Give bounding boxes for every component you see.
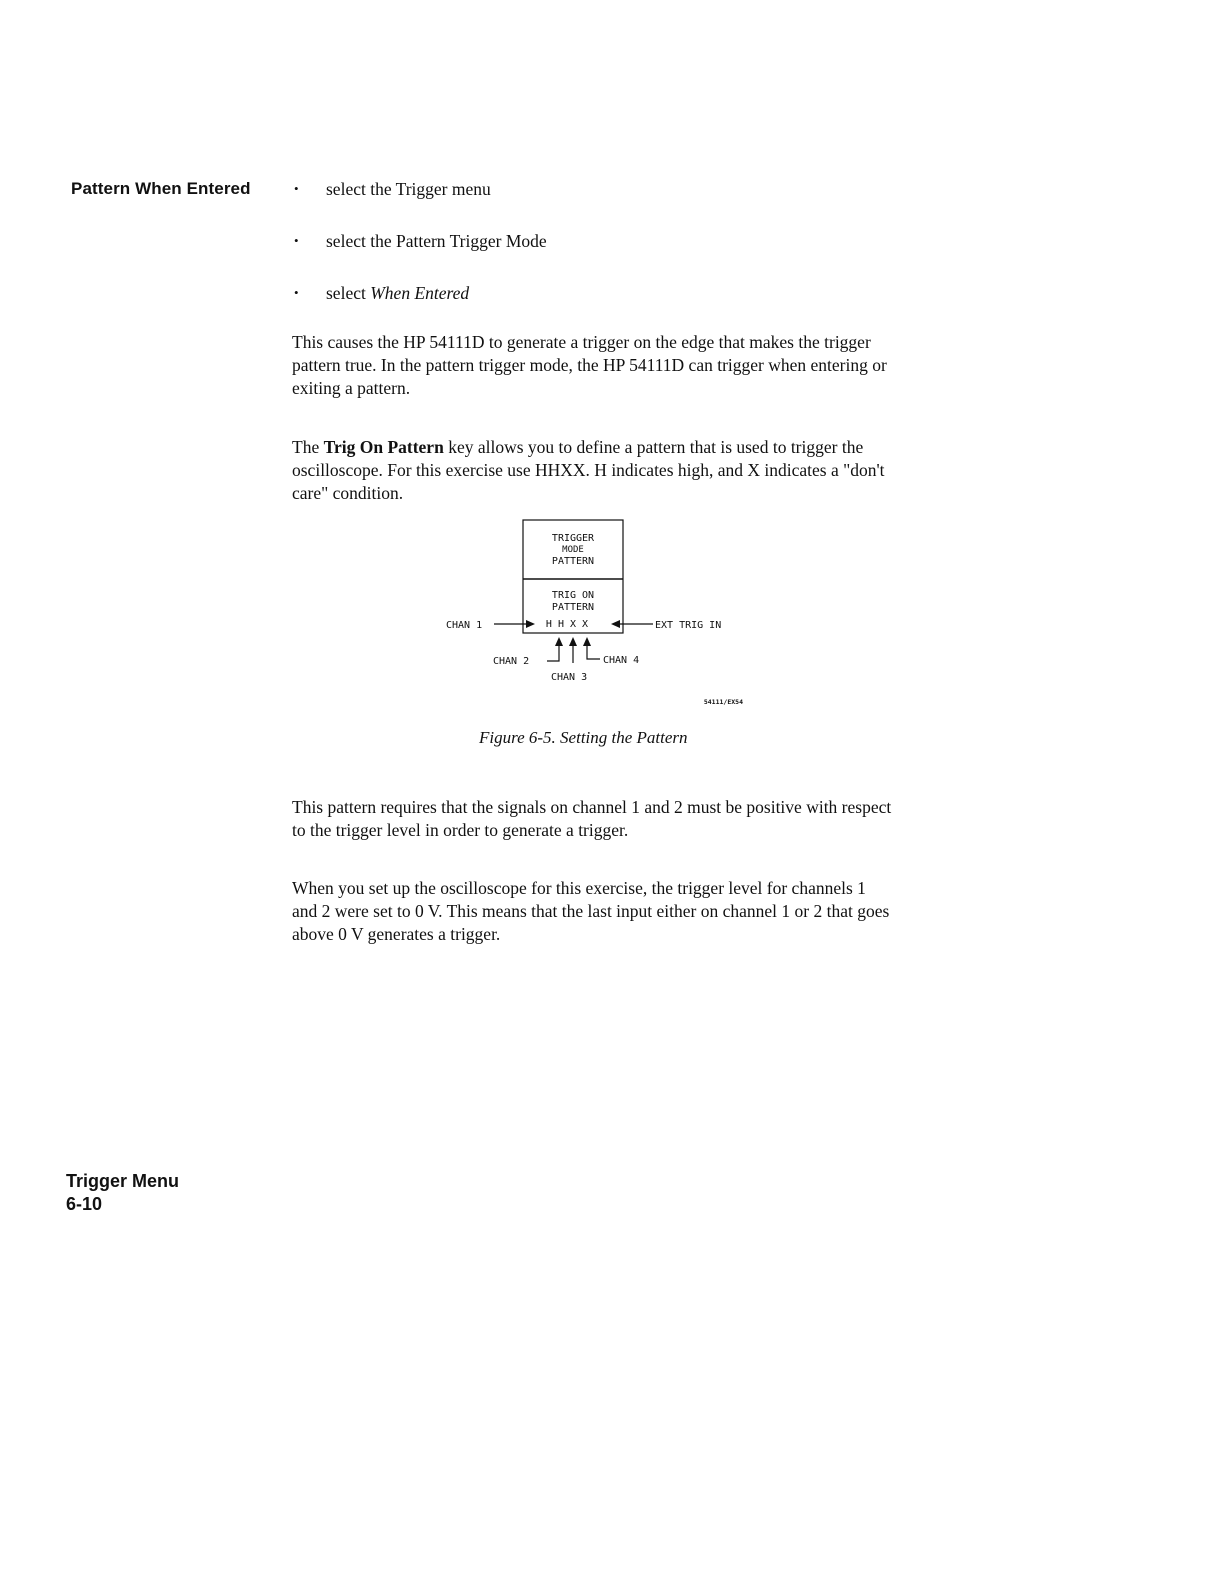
pattern-diagram	[440, 515, 760, 710]
chan-3-label: CHAN 3	[551, 672, 588, 683]
chan-2-label: CHAN 2	[493, 656, 530, 667]
box2-line-2: PATTERN	[551, 602, 595, 613]
trig-on-pattern-key: Trig On Pattern	[323, 437, 444, 457]
bullet-marker: •	[294, 233, 299, 248]
side-heading: Pattern When Entered	[71, 179, 251, 198]
chan-4-arrow	[587, 646, 600, 659]
box2-line-1: TRIG ON	[551, 590, 595, 601]
chan-4-label: CHAN 4	[603, 655, 640, 666]
paragraph-3: This pattern requires that the signals on channel 1 and 2 must be positive with respect to the trigger level in order to generate a trigger.	[292, 797, 892, 840]
footer-section: Trigger Menu	[66, 1171, 180, 1191]
chan-4-arrowhead	[583, 637, 591, 646]
bullet-text-plain: select	[326, 283, 366, 303]
bullet-text	[326, 282, 469, 304]
paragraph-2-rest: key allows you to define a pattern that is used to trigger the oscilloscope. For this exercise use HHXX. H indicates high, and X indicates a "don't care" condition.	[292, 437, 885, 503]
paragraph-4: When you set up the oscilloscope for this exercise, the trigger level for channels 1 and 2 were set to 0 V. This means that the last input either on channel 1 or 2 that goes above 0 V generates a trigger.	[292, 878, 890, 944]
figure-caption: Figure 6-5. Setting the Pattern	[479, 728, 688, 747]
chan-1-label: CHAN 1	[446, 620, 483, 631]
paragraph-1: This causes the HP 54111D to generate a trigger on the edge that makes the trigger pattern true. In the pattern trigger mode, the HP 54111D can trigger when entering or exiting a pattern.	[292, 332, 887, 398]
chan-2-arrowhead	[555, 637, 563, 646]
box1-line-3: PATTERN	[551, 556, 595, 567]
footer-page-number: 6-10	[66, 1194, 103, 1214]
chan-1-arrowhead	[526, 620, 535, 628]
ext-trig-arrowhead	[611, 620, 620, 628]
bullet-text: select the Pattern Trigger Mode	[326, 231, 547, 251]
figure-code: 54111/EX54	[703, 698, 743, 706]
box1-line-1: TRIGGER	[551, 533, 595, 544]
paragraph-2-start: The	[292, 437, 324, 457]
bullet-marker: •	[294, 285, 299, 300]
pattern-value: H H X X	[545, 619, 589, 630]
page-footer	[66, 1170, 179, 1216]
bullet-text-italic: When Entered	[370, 283, 470, 303]
paragraph-2	[292, 436, 892, 505]
pattern-diagram-svg	[440, 515, 760, 710]
chan-2-arrow	[547, 646, 559, 661]
bullet-text: select the Trigger menu	[326, 179, 491, 199]
ext-trig-label: EXT TRIG IN	[655, 620, 722, 631]
bullet-marker: •	[294, 181, 299, 196]
chan-3-arrowhead	[569, 637, 577, 646]
box1-line-2: MODE	[562, 545, 584, 555]
